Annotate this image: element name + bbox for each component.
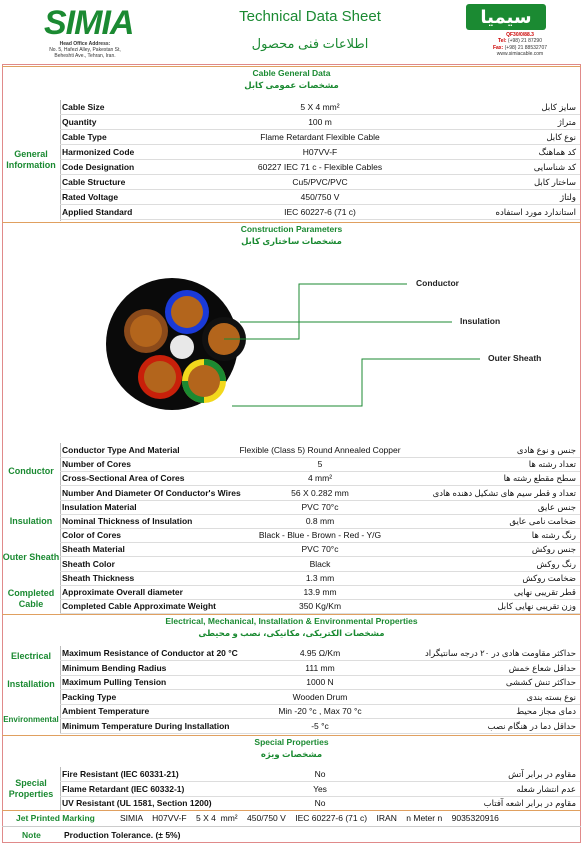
row-label: Cable Size: [62, 102, 105, 112]
table-row: [60, 471, 580, 486]
row-label-fa: کد شناسایی: [533, 162, 576, 172]
row-label: Maximum Resistance of Conductor at 20 °C: [62, 648, 238, 658]
row-value: 13.9 mm: [303, 587, 337, 597]
contact-info: QF30/0/88.3 Tel: (+98) 21 87290 Fax: (+98) 21 88532707 www.simiacable.com: [470, 32, 570, 57]
row-label-fa: نوع بسته بندی: [526, 691, 576, 702]
row-label: Cable Structure: [62, 177, 126, 187]
row-value: 1.3 mm: [305, 572, 335, 583]
row-value: 60227 IEC 71 c - Flexible Cables: [257, 162, 383, 172]
row-label-fa: حداقل شعاع خمش: [508, 662, 576, 673]
simia-logo-fa: سیمیا: [466, 4, 546, 30]
head-office-address: Head Office Address: No. 5, Hafezi Alley, Pakestan St, Beheshti Ave., Tehran, Iran.: [49, 41, 121, 59]
table-row: [60, 528, 580, 543]
row-value: -5 °c: [311, 721, 329, 731]
table-row: [60, 190, 580, 205]
table-row: [60, 704, 580, 719]
row-label: Color of Cores: [62, 530, 122, 541]
page-title: Technical Data Sheet: [239, 8, 381, 25]
row-value: PVC 70°c: [301, 501, 339, 512]
row-label: Packing Type: [62, 691, 117, 702]
cable-cross-section-svg: [2, 244, 581, 444]
row-label: Completed Cable Approximate Weight: [62, 601, 216, 612]
row-value: 0.8 mm: [305, 516, 335, 526]
table-row: [60, 542, 580, 557]
production-note: Note Production Tolerance. (± 5%): [2, 826, 581, 843]
group-electrical: Electrical: [10, 651, 52, 661]
row-label-fa: دمای مجاز محیط: [516, 706, 576, 717]
table-row: [60, 115, 580, 130]
row-label: Nominal Thickness of Insulation: [62, 516, 193, 526]
row-label: Quantity: [62, 117, 97, 127]
row-label-fa: ساختار کابل: [533, 177, 576, 187]
table-row: [60, 145, 580, 160]
row-value: 4.95 Ω/Km: [299, 648, 341, 658]
row-label-fa: تعداد رشته ها: [528, 459, 576, 470]
row-label: Number And Diameter Of Conductor's Wires: [62, 487, 241, 498]
row-label-fa: جنس روکش: [531, 544, 576, 555]
row-label: Approximate Overall diameter: [62, 587, 183, 597]
row-label: Cross-Sectional Area of Cores: [62, 473, 185, 484]
row-label: Minimum Temperature During Installation: [62, 721, 230, 731]
table-row: [60, 100, 580, 115]
section-construction-header: Construction Parameters مشخصات ساختاری کابل: [2, 222, 581, 247]
section-special-header: Special Properties مشخصات ویژه: [2, 735, 581, 760]
row-value: 4 mm²: [307, 473, 333, 484]
row-label-fa: نوع کابل: [546, 132, 576, 142]
row-value: 56 X 0.282 mm: [291, 487, 349, 498]
row-label-fa: تعداد و قطر سیم های تشکیل دهنده هادی: [432, 487, 576, 498]
row-label-fa: ضخامت روکش: [522, 572, 576, 583]
row-label-fa: استاندارد مورد استفاده: [495, 207, 576, 217]
row-label-fa: مقاوم در برابر اشعه آفتاب: [483, 798, 576, 809]
row-value: No: [314, 769, 326, 779]
row-label: Cable Type: [62, 132, 107, 142]
row-label-fa: قطر تقریبی نهایی: [513, 587, 576, 597]
row-label-fa: ولتاژ: [560, 192, 576, 202]
row-label: Ambient Temperature: [62, 706, 150, 717]
row-value: PVC 70°c: [301, 544, 339, 555]
row-label: Sheath Color: [62, 558, 115, 569]
row-label-fa: سطح مقطع رشته ها: [503, 473, 576, 484]
group-environmental: Environmental: [3, 715, 59, 724]
table-row: [60, 500, 580, 515]
row-value: 100 m: [308, 117, 332, 127]
group-special-properties: Special Properties: [8, 778, 54, 799]
callout-conductor: Conductor: [416, 278, 459, 288]
row-label-fa: جنس و نوع هادی: [516, 445, 576, 455]
table-row: [60, 175, 580, 190]
row-label-fa: رنگ رشته ها: [531, 530, 576, 541]
row-value: Min -20 °c , Max 70 °c: [278, 706, 362, 717]
row-label-fa: حداکثر تنش کششی: [505, 677, 576, 688]
row-label: Minimum Bending Radius: [62, 662, 167, 673]
table-row: [60, 514, 580, 529]
row-value: 1000 N: [306, 677, 334, 688]
row-label: Code Designation: [62, 162, 135, 172]
row-label: Insulation Material: [62, 501, 137, 512]
row-label-fa: حداکثر مقاومت هادی در ۲۰ درجه سانتیگراد: [425, 648, 576, 658]
callout-outer-sheath: Outer Sheath: [488, 353, 542, 363]
table-row: [60, 646, 580, 661]
row-label-fa: جنس عایق: [537, 501, 576, 512]
table-row: [60, 443, 580, 458]
row-value: 5: [317, 459, 323, 470]
row-label: Sheath Thickness: [62, 572, 135, 583]
row-value: Cu5/PVC/PVC: [292, 177, 348, 187]
row-label: UV Resistant (UL 1581, Section 1200): [62, 798, 212, 809]
row-label: Harmonized Code: [62, 147, 135, 157]
group-conductor: Conductor: [8, 466, 54, 476]
row-label: Number of Cores: [62, 459, 131, 470]
table-row: [60, 486, 580, 501]
group-installation: Installation: [7, 679, 55, 689]
table-row: [60, 571, 580, 586]
table-row: [60, 205, 580, 220]
row-label: Fire Resistant (IEC 60331-21): [62, 769, 179, 779]
row-label: Applied Standard: [62, 207, 133, 217]
jet-printed-marking: Jet Printed Marking SIMIA H07VV-F 5 X 4 mm² 450/750 V IEC 60227-6 (71 c) IRAN n Meter n 9035320916: [2, 810, 581, 826]
group-general-information: General Information: [6, 149, 56, 170]
cable-cross-section-diagram: [2, 244, 581, 444]
row-label-fa: حداقل دما در هنگام نصب: [487, 721, 576, 731]
table-row: [60, 767, 580, 782]
row-value: Black: [309, 558, 331, 569]
table-row: [60, 457, 580, 472]
simia-logo: SIMIA: [44, 4, 134, 42]
section-general-header: Cable General Data مشخصات عمومی کابل: [2, 66, 581, 91]
group-insulation: Insulation: [9, 516, 53, 526]
table-row: [60, 599, 580, 614]
table-row: [60, 675, 580, 690]
section-electrical-header: Electrical, Mechanical, Installation & Environmental Properties مشخصات الکتریکی، مکانیکی، نصب و محیطی: [2, 614, 581, 639]
row-label-fa: رنگ روکش: [536, 558, 576, 569]
page-title-fa: اطلاعات فنی محصول: [251, 36, 369, 51]
table-row: [60, 160, 580, 175]
table-row: [60, 690, 580, 705]
table-row: [60, 719, 580, 734]
row-value: Wooden Drum: [292, 691, 348, 702]
row-label-fa: مقاوم در برابر آتش: [508, 769, 576, 779]
table-row: [60, 796, 580, 811]
table-row: [60, 661, 580, 676]
row-value: 350 Kg/Km: [298, 601, 342, 612]
row-value: 450/750 V: [300, 192, 340, 202]
row-value: IEC 60227-6 (71 c): [284, 207, 356, 217]
row-label: Flame Retardant (IEC 60332-1): [62, 783, 185, 794]
row-label-fa: عدم انتشار شعله: [516, 783, 576, 794]
row-label-fa: کد هماهنگ: [538, 147, 576, 157]
row-label: Sheath Material: [62, 544, 125, 555]
row-value: Flexible (Class 5) Round Annealed Copper: [239, 445, 401, 455]
row-label-fa: ضخامت نامی عایق: [509, 516, 576, 526]
row-value: Flame Retardant Flexible Cable: [260, 132, 380, 142]
group-completed-cable: Completed Cable: [7, 588, 55, 609]
header: [0, 0, 584, 64]
row-value: Yes: [313, 783, 327, 794]
row-label-fa: وزن تقریبی نهایی کابل: [497, 601, 576, 612]
row-value: Black - Blue - Brown - Red - Y/G: [258, 530, 382, 541]
row-label: Maximum Pulling Tension: [62, 677, 167, 688]
row-label-fa: متراژ: [557, 117, 576, 127]
table-row: [60, 557, 580, 572]
group-outer-sheath: Outer Sheath: [2, 552, 60, 562]
row-label: Conductor Type And Material: [62, 445, 180, 455]
table-row: [60, 130, 580, 145]
callout-insulation: Insulation: [460, 316, 501, 326]
row-label-fa: سایز کابل: [541, 102, 576, 112]
row-value: No: [314, 798, 326, 809]
table-row: [60, 585, 580, 600]
row-value: 5 X 4 mm²: [300, 102, 340, 112]
table-row: [60, 782, 580, 797]
website-link[interactable]: www.simiacable.com: [496, 50, 544, 57]
row-value: 111 mm: [305, 662, 335, 673]
row-value: H07VV-F: [302, 147, 338, 157]
row-label: Rated Voltage: [62, 192, 119, 202]
